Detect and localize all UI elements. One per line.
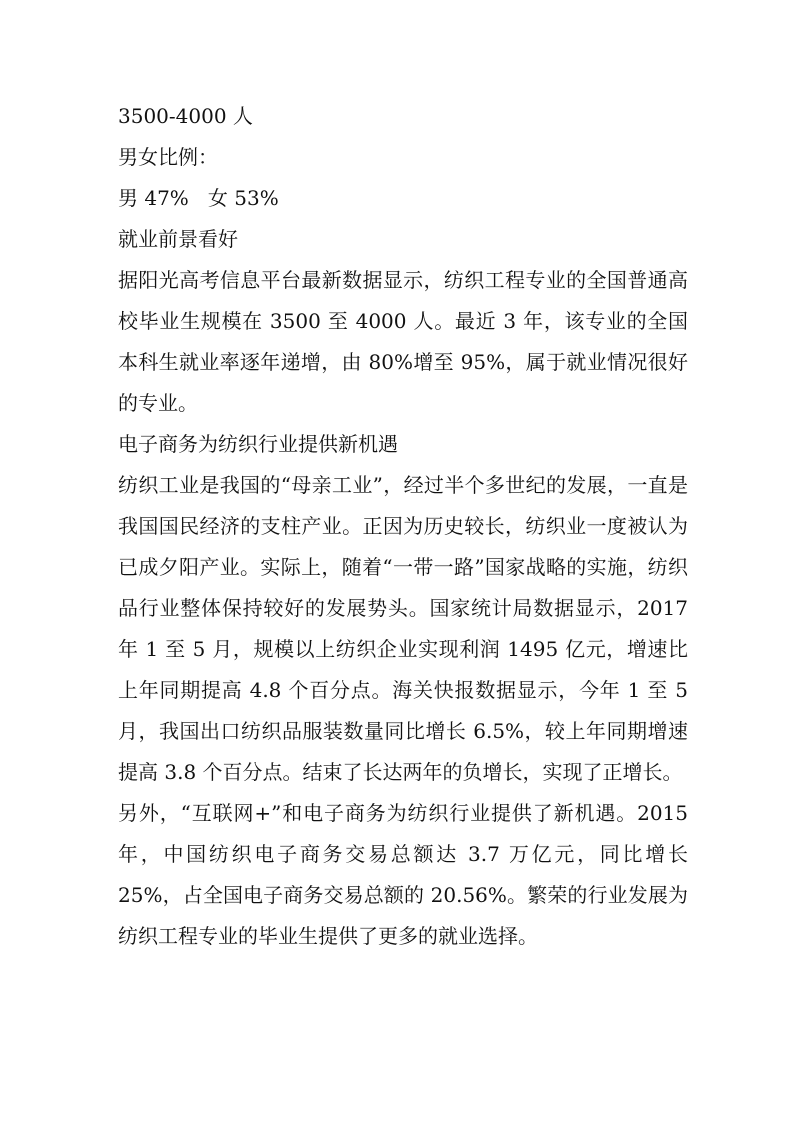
gender-ratio-label: 男女比例： [118, 145, 218, 169]
employment-paragraph: 据阳光高考信息平台最新数据显示，纺织工程专业的全国普通高校毕业生规模在 3500 至 4000 人。最近 3 年，该专业的全国本科生就业率逐年递增，由 80%增至 95%，属于就业情况很好的专业。 [118, 268, 688, 415]
document-page [118, 96, 688, 957]
graduate-count-line: 3500-4000 人 [118, 104, 253, 128]
ecommerce-paragraph: 另外，“互联网+”和电子商务为纺织行业提供了新机遇。2015 年，中国纺织电子商务交易总额达 3.7 万亿元，同比增长 25%，占全国电子商务交易总额的 20.56%。繁荣的行业发展为纺织工程专业的毕业生提供了更多的就业选择。 [118, 801, 688, 948]
section-heading-ecommerce: 电子商务为纺织行业提供新机遇 [118, 432, 398, 456]
gender-ratio-values: 男 47% 女 53% [118, 186, 279, 210]
section-heading-employment: 就业前景看好 [118, 227, 238, 251]
textile-industry-paragraph: 纺织工业是我国的“母亲工业”，经过半个多世纪的发展，一直是我国国民经济的支柱产业。正因为历史较长，纺织业一度被认为已成夕阳产业。实际上，随着“一带一路”国家战略的实施，纺织品行业整体保持较好的发展势头。国家统计局数据显示，2017 年 1 至 5 月，规模以上纺织企业实现利润 1495 亿元，增速比上年同期提高 4.8 个百分点。海关快报数据显示，今年 1 至 5 月，我国出口纺织品服装数量同比增长 6.5%，较上年同期增速提高 3.8 个百分点。结束了长达两年的负增长，实现了正增长。 [118, 473, 688, 784]
